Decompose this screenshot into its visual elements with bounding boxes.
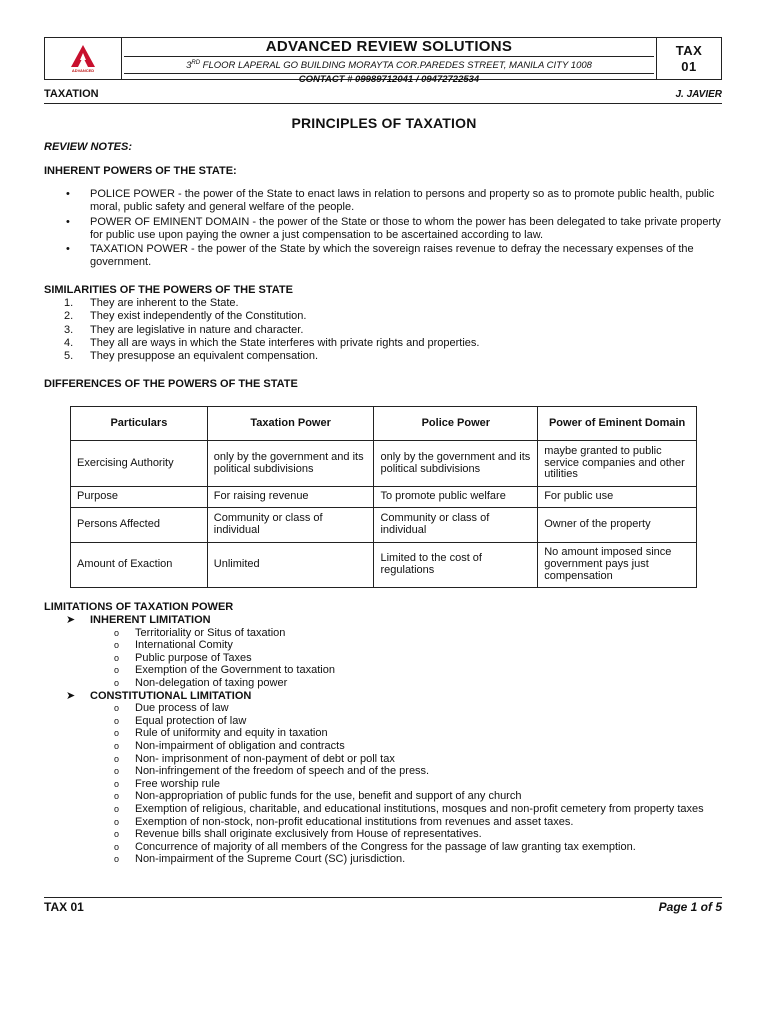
- circle-bullet-icon: o: [114, 766, 120, 777]
- differences-table: [70, 406, 697, 588]
- table-cell: Owner of the property: [538, 508, 697, 543]
- column-header: Particulars: [71, 407, 208, 441]
- company-address: 3RD FLOOR LAPERAL GO BUILDING MORAYTA COR.PAREDES STREET, MANILA CITY 1008: [186, 60, 592, 72]
- table-cell: Limited to the cost of regulations: [374, 543, 538, 588]
- circle-bullet-icon: o: [114, 841, 120, 852]
- powers-list: [44, 188, 724, 271]
- table-cell: only by the government and its political subdivisions: [207, 441, 374, 487]
- list-item: o Non- imprisonment of non-payment of debt or poll tax: [114, 752, 395, 765]
- limitations-section: [44, 601, 734, 866]
- circle-bullet-icon: o: [114, 715, 120, 726]
- circle-bullet-icon: o: [114, 778, 120, 789]
- list-item: o Exemption of the Government to taxation: [114, 664, 335, 677]
- table-cell: No amount imposed since government pays just compensation: [538, 543, 697, 588]
- table-row: [71, 543, 697, 588]
- circle-bullet-icon: o: [114, 753, 120, 764]
- page-footer: [44, 900, 722, 914]
- table-cell: Amount of Exaction: [71, 543, 208, 588]
- circle-bullet-icon: o: [114, 829, 120, 840]
- footer-divider: [44, 897, 722, 898]
- arrow-bullet-icon: ➤: [66, 614, 76, 626]
- circle-bullet-icon: o: [114, 665, 120, 676]
- list-item: 3. They are legislative in nature and character.: [64, 323, 304, 336]
- circle-bullet-icon: o: [114, 627, 120, 638]
- list-item: 1. They are inherent to the State.: [64, 297, 239, 309]
- logo-a-icon: [70, 44, 96, 68]
- inherent-limitation-heading: ➤ INHERENT LIMITATION: [66, 614, 211, 626]
- table-cell: To promote public welfare: [374, 487, 538, 508]
- subject-divider: [44, 103, 722, 104]
- table-row: [71, 487, 697, 508]
- inherent-powers-heading: INHERENT POWERS OF THE STATE:: [44, 165, 237, 177]
- arrow-bullet-icon: ➤: [66, 689, 76, 702]
- circle-bullet-icon: o: [114, 652, 120, 663]
- circle-bullet-icon: o: [114, 854, 120, 865]
- list-item: • POWER OF EMINENT DOMAIN - the power of the State or those to whom the power has been delegated to take private property for public use upon paying the owner a just compensation to be ascertained according to law.: [44, 216, 724, 243]
- table-cell: For public use: [538, 487, 697, 508]
- similarities-list: [44, 297, 724, 363]
- list-item: o Non-impairment of the Supreme Court (SC) jurisdiction.: [114, 853, 406, 866]
- constitutional-limitation-heading: ➤ CONSTITUTIONAL LIMITATION: [66, 689, 252, 702]
- list-item: 2. They exist independently of the Constitution.: [64, 310, 307, 323]
- company-logo: [45, 38, 122, 79]
- letterhead-info: [122, 38, 656, 86]
- list-item: 4. They all are ways in which the State interferes with private rights and properties.: [64, 336, 480, 349]
- page-number: Page 1 of 5: [658, 900, 722, 914]
- company-name: ADVANCED REVIEW SOLUTIONS: [265, 38, 513, 55]
- table-cell: maybe granted to public service companies and other utilities: [538, 441, 697, 487]
- list-item: o Non-impairment of obligation and contracts: [114, 739, 345, 752]
- list-item: o Exemption of religious, charitable, and educational institutions, mosques and non-profit cemetery from property taxes: [114, 802, 704, 815]
- list-item: o Non-appropriation of public funds for the use, benefit and support of any church: [114, 790, 522, 803]
- table-cell: only by the government and its political subdivisions: [374, 441, 538, 487]
- list-item: o Exemption of non-stock, non-profit educational institutions from revenues and asset taxes.: [114, 815, 574, 828]
- column-header: Power of Eminent Domain: [538, 407, 697, 441]
- table-cell: For raising revenue: [207, 487, 374, 508]
- list-item: o Free worship rule: [114, 777, 220, 790]
- limitations-heading: LIMITATIONS OF TAXATION POWER: [44, 601, 234, 613]
- differences-heading: DIFFERENCES OF THE POWERS OF THE STATE: [44, 378, 298, 390]
- table-cell: Purpose: [71, 487, 208, 508]
- list-item: o Concurrence of majority of all members of the Congress for the passage of law granting tax exemption.: [114, 840, 636, 853]
- subject-line: [44, 88, 722, 101]
- list-item: o Rule of uniformity and equity in taxation: [114, 727, 328, 740]
- circle-bullet-icon: o: [114, 816, 120, 827]
- circle-bullet-icon: o: [114, 728, 120, 739]
- list-item: • POLICE POWER - the power of the State to enact laws in relation to persons and property so as to promote public health, public moral, public safety and general welfare of the people.: [44, 188, 724, 215]
- subject-label: TAXATION: [44, 88, 99, 100]
- circle-bullet-icon: o: [114, 740, 120, 751]
- table-cell: Unlimited: [207, 543, 374, 588]
- circle-bullet-icon: o: [114, 803, 120, 814]
- company-contact: CONTACT # 09989712041 / 09472722534: [298, 74, 480, 86]
- page-title: PRINCIPLES OF TAXATION: [291, 115, 477, 131]
- column-header: Police Power: [374, 407, 538, 441]
- list-item: o Revenue bills shall originate exclusively from House of representatives.: [114, 828, 482, 841]
- table-cell: Persons Affected: [71, 508, 208, 543]
- letterhead: [44, 37, 722, 86]
- list-item: • TAXATION POWER - the power of the State by which the sovereign raises revenue to defray the necessary expenses of the government.: [44, 243, 724, 270]
- review-notes-label: REVIEW NOTES:: [44, 141, 133, 153]
- table-cell: Community or class of individual: [374, 508, 538, 543]
- list-item: o Due process of law: [114, 702, 229, 715]
- circle-bullet-icon: o: [114, 791, 120, 802]
- list-item: o Non-delegation of taxing power: [114, 676, 288, 689]
- author-label: J. JAVIER: [675, 89, 722, 100]
- circle-bullet-icon: o: [114, 640, 120, 651]
- list-item: o Equal protection of law: [114, 714, 247, 727]
- similarities-heading: SIMILARITIES OF THE POWERS OF THE STATE: [44, 284, 293, 296]
- list-item: o Non-infringement of the freedom of speech and of the press.: [114, 765, 430, 778]
- list-item: o Territoriality or Situs of taxation: [114, 626, 286, 639]
- table-row: [71, 508, 697, 543]
- logo-text: ADVANCED: [71, 68, 95, 73]
- table-cell: Community or class of individual: [207, 508, 374, 543]
- column-header: Taxation Power: [207, 407, 374, 441]
- document-code: TAX 01: [656, 38, 721, 79]
- list-item: o International Comity: [114, 639, 233, 652]
- table-cell: Exercising Authority: [71, 441, 208, 487]
- list-item: o Public purpose of Taxes: [114, 651, 252, 664]
- table-row: [71, 441, 697, 487]
- footer-code: TAX 01: [44, 900, 84, 914]
- table-header-row: [71, 407, 697, 441]
- list-item: 5. They presuppose an equivalent compensation.: [64, 350, 319, 363]
- circle-bullet-icon: o: [114, 703, 120, 714]
- circle-bullet-icon: o: [114, 677, 120, 688]
